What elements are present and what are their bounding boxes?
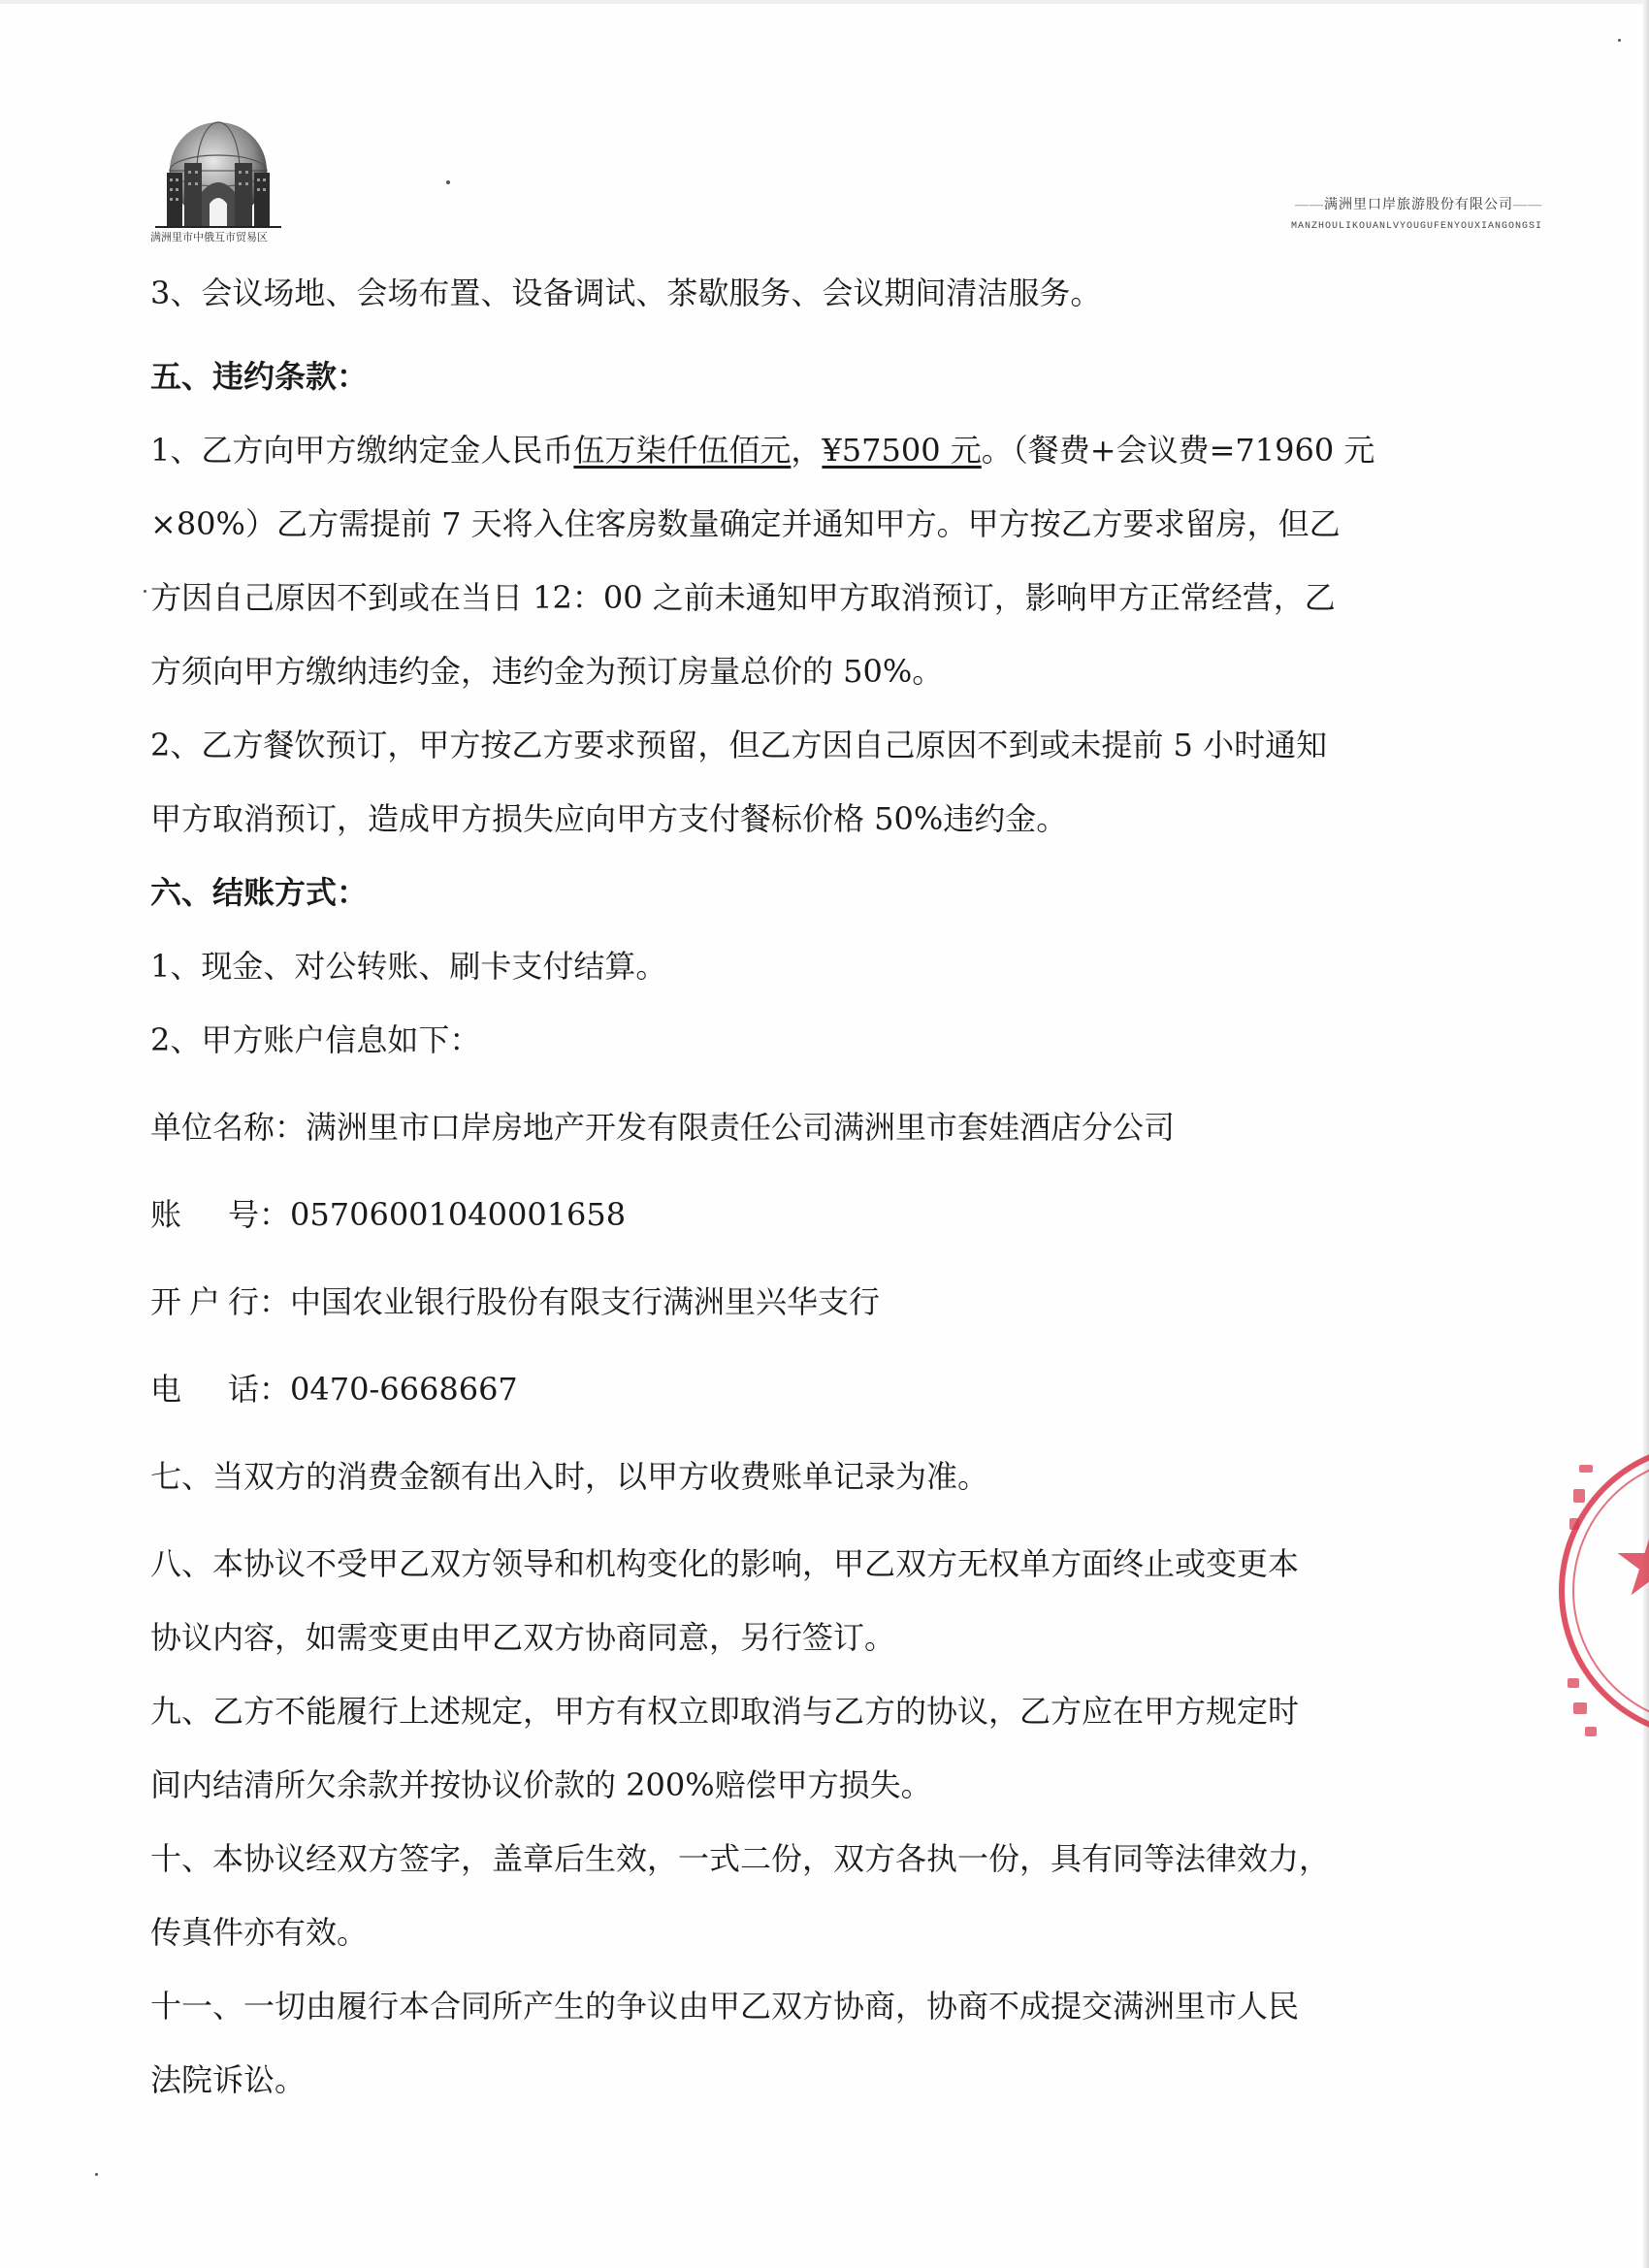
bank-row	[150, 1279, 1567, 1325]
account-number-row	[150, 1191, 1567, 1238]
section-6-item-1: 1、现金、对公转账、刷卡支付结算。	[150, 948, 667, 985]
logo-caption: 满洲里市中俄互市贸易区	[150, 232, 268, 243]
account-number-value: 05706001040001658	[290, 1196, 627, 1233]
account-number-label-b: 号：	[228, 1196, 291, 1233]
account-name-row	[150, 1104, 1567, 1150]
account-number-label-a: 账	[150, 1196, 182, 1233]
globe-building-logo-icon	[146, 114, 291, 241]
scan-speck	[446, 180, 450, 184]
section-5-item-1-line-1	[150, 427, 1567, 473]
phone-value: 0470-6668667	[290, 1371, 518, 1408]
scan-speck	[95, 2173, 98, 2176]
section-11-line-1: 十一、一切由履行本合同所产生的争议由甲乙双方协商，协商不成提交满洲里市人民	[150, 1988, 1300, 2025]
account-name-label: 单位名称：	[150, 1109, 307, 1146]
section-8-line-2: 协议内容，如需变更由甲乙双方协商同意，另行签订。	[150, 1619, 896, 1656]
scan-speck	[144, 590, 146, 593]
bank-value: 中国农业银行股份有限支行满洲里兴华支行	[290, 1283, 881, 1320]
text-segment: ，	[791, 432, 823, 469]
section-11-line-2: 法院诉讼。	[150, 2061, 307, 2098]
section-6-heading: 六、结账方式：	[150, 874, 369, 911]
account-name-value: 满洲里市口岸房地产开发有限责任公司满洲里市套娃酒店分公司	[306, 1109, 1176, 1146]
company-seal-stamp	[1552, 1397, 1649, 1785]
scan-edge-top	[0, 0, 1649, 4]
bank-label-b: 户	[189, 1283, 221, 1320]
section-9-line-1: 九、乙方不能履行上述规定，甲方有权立即取消与乙方的协议，乙方应在甲方规定时	[150, 1693, 1300, 1730]
scan-speck	[1618, 39, 1621, 42]
phone-row	[150, 1366, 1567, 1412]
section-10-line-2: 传真件亦有效。	[150, 1914, 369, 1951]
item-3-text: 3、会议场地、会场布置、设备调试、茶歇服务、会议期间清洁服务。	[150, 275, 1102, 311]
deposit-amount-words: 伍万柒仟伍佰元	[573, 432, 792, 469]
section-6-item-2: 2、甲方账户信息如下：	[150, 1021, 481, 1058]
deposit-amount-number: ¥57500 元	[822, 432, 982, 469]
text-segment: 1、乙方向甲方缴纳定金人民币	[150, 432, 574, 469]
section-7-text: 七、当双方的消费金额有出入时，以甲方收费账单记录为准。	[150, 1458, 989, 1495]
phone-label-a: 电	[150, 1371, 182, 1408]
company-header	[1291, 194, 1542, 232]
section-5-item-2-line-2: 甲方取消预订，造成甲方损失应向甲方支付餐标价格 50%违约金。	[150, 800, 1068, 837]
section-5-item-1-line-2: ×80%）乙方需提前 7 天将入住客房数量确定并通知甲方。甲方按乙方要求留房，但乙	[150, 505, 1341, 542]
section-9-line-2: 间内结清所欠余款并按协议价款的 200%赔偿甲方损失。	[150, 1766, 932, 1803]
section-8-line-1: 八、本协议不受甲乙双方领导和机构变化的影响，甲乙双方无权单方面终止或变更本	[150, 1545, 1300, 1582]
company-name-cn: —— 满洲里口岸旅游股份有限公司 ——	[1291, 194, 1542, 213]
section-5-item-1-line-4: 方须向甲方缴纳违约金，违约金为预订房量总价的 50%。	[150, 653, 944, 690]
scan-edge-right	[1643, 0, 1649, 2268]
section-5-item-2-line-1: 2、乙方餐饮预订，甲方按乙方要求预留，但乙方因自己原因不到或未提前 5 小时通知	[150, 727, 1328, 763]
bank-label-c: 行：	[228, 1283, 291, 1320]
section-10-line-1: 十、本协议经双方签字，盖章后生效，一式二份，双方各执一份，具有同等法律效力，	[150, 1840, 1331, 1877]
section-5-item-1-line-3: 方因自己原因不到或在当日 12：00 之前未通知甲方取消预订，影响甲方正常经营，乙	[150, 579, 1336, 616]
bank-label-a: 开	[150, 1283, 182, 1320]
contract-body	[150, 270, 1567, 2103]
phone-label-b: 话：	[228, 1371, 291, 1408]
company-name-en: MANZHOULIKOUANLVYOUGUFENYOUXIANGONGSI	[1290, 221, 1542, 232]
section-5-heading: 五、违约条款：	[150, 358, 369, 395]
text-segment: 。（餐费+会议费=71960 元	[981, 432, 1375, 469]
